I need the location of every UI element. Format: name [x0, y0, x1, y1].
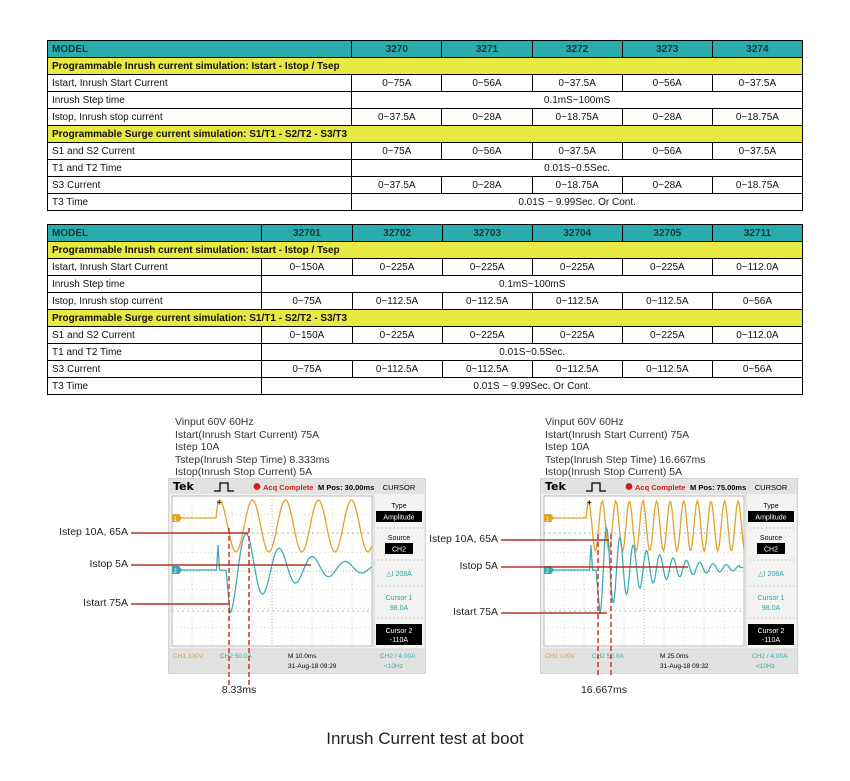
- table-cell: 0.1mS~100mS: [352, 92, 803, 109]
- m-pos-readout: M Pos: 75.00ms: [690, 483, 747, 492]
- table-cell: 0~225A: [532, 259, 622, 276]
- table-row: [48, 293, 803, 310]
- row-label: S1 and S2 Current: [48, 143, 352, 160]
- menu-title: CURSOR: [754, 483, 788, 492]
- ch1-scale-readout: CH1 100V: [545, 653, 575, 660]
- cursor-source-label: Source: [759, 535, 783, 542]
- table-section-row: [48, 242, 803, 259]
- spec-table-models-3270: [47, 40, 803, 211]
- table-cell: 0~75A: [262, 293, 352, 310]
- table-cell: 0~56A: [622, 143, 712, 160]
- table-row: [48, 327, 803, 344]
- row-label: T1 and T2 Time: [48, 344, 262, 361]
- table-header-cell: 32704: [532, 225, 622, 242]
- trigger-readout: CH2 / 4.00A: [380, 653, 416, 660]
- row-label: T3 Time: [48, 194, 352, 211]
- table-cell: 0~75A: [262, 361, 352, 378]
- row-label: S1 and S2 Current: [48, 327, 262, 344]
- table-cell: 0~28A: [442, 109, 532, 126]
- table-row: [48, 75, 803, 92]
- row-label: Inrush Step time: [48, 92, 352, 109]
- table-cell: 0.1mS~100mS: [262, 276, 803, 293]
- table-row: [48, 361, 803, 378]
- table-cell: 0~18.75A: [532, 177, 622, 194]
- table-section-row: [48, 126, 803, 143]
- table-cell: 0~225A: [622, 259, 712, 276]
- setting-line: Istep 10A: [545, 441, 590, 454]
- table-cell: 0~112.5A: [532, 293, 622, 310]
- cursor2-label: Cursor 2: [757, 628, 785, 635]
- table-row: [48, 143, 803, 160]
- table-header-cell: 3273: [622, 41, 712, 58]
- table-cell: 0~18.75A: [712, 177, 802, 194]
- setting-line: Vinput 60V 60Hz: [545, 416, 624, 428]
- delta-current-readout: △I 208A: [758, 571, 784, 578]
- table-row: [48, 259, 803, 276]
- table-cell: 0~18.75A: [532, 109, 622, 126]
- table-cell: 0~37.5A: [352, 177, 442, 194]
- table-row: [48, 344, 803, 361]
- menu-title: CURSOR: [382, 483, 416, 492]
- ch2-scale-readout: CH2 50.0A: [592, 653, 624, 660]
- cursor1-value: 98.0A: [761, 605, 781, 612]
- timebase-readout: M 25.0ms: [660, 653, 689, 660]
- table-row: [48, 378, 803, 395]
- section-title: Programmable Inrush current simulation: Istart - Istop / Tsep: [48, 242, 803, 259]
- table-header-cell: 32702: [352, 225, 442, 242]
- table-cell: 0~150A: [262, 259, 352, 276]
- tek-logo: Tek: [173, 480, 194, 493]
- setting-line: Istep 10A: [175, 441, 220, 454]
- oscilloscope-screenshot-left: [168, 478, 426, 674]
- row-label: Istop, Inrush stop current: [48, 109, 352, 126]
- table-header-cell: 3274: [712, 41, 802, 58]
- section-title: Programmable Surge current simulation: S1/T1 - S2/T2 - S3/T3: [48, 126, 803, 143]
- table-cell: 0~112.5A: [622, 293, 712, 310]
- setting-line: Istart(Inrush Start Current) 75A: [175, 428, 320, 441]
- spec-table-models-32701: [47, 224, 803, 395]
- cursor2-value: -110A: [761, 637, 781, 644]
- cursor-type-value: Amplitude: [755, 514, 787, 522]
- table-cell: 0~112.5A: [442, 293, 532, 310]
- cursor-type-label: Type: [391, 503, 407, 510]
- istop-annotation-right: Istop 5A: [459, 560, 498, 572]
- table-section-row: [48, 310, 803, 327]
- table-cell: 0.01S ~ 9.99Sec. Or Cont.: [352, 194, 803, 211]
- table-cell: 0~37.5A: [712, 143, 802, 160]
- table-header-cell: 32705: [622, 225, 712, 242]
- table-row: [48, 109, 803, 126]
- trigger-point-marker: +: [587, 498, 592, 507]
- trigger-freq-readout: <10Hz: [756, 663, 775, 670]
- table-cell: 0~225A: [532, 327, 622, 344]
- table-cell: 0~112.5A: [352, 293, 442, 310]
- acq-status-text: Acq Complete: [635, 483, 686, 492]
- ch2-scale-readout: CH2 50.0A: [220, 653, 252, 660]
- table-row: [48, 160, 803, 177]
- setting-line: Tstep(Inrush Step Time) 8.333ms: [175, 453, 330, 466]
- setting-line: Istop(Inrush Stop Current) 5A: [545, 466, 683, 479]
- table-cell: 0~225A: [352, 327, 442, 344]
- setting-line: Istart(Inrush Start Current) 75A: [545, 428, 690, 441]
- istart-annotation-left: Istart 75A: [83, 597, 128, 609]
- tek-logo: Tek: [545, 480, 566, 493]
- setting-line: Istop(Inrush Stop Current) 5A: [175, 466, 313, 479]
- tstep-time-annotation-left: 8.33ms: [221, 684, 257, 696]
- table-cell: 0~28A: [442, 177, 532, 194]
- cursor2-value: -110A: [389, 637, 409, 644]
- table-header-row: [48, 225, 803, 242]
- table-cell: 0~28A: [622, 109, 712, 126]
- table-cell: 0~150A: [262, 327, 352, 344]
- setting-line: Tstep(Inrush Step Time) 16.667ms: [545, 453, 706, 466]
- table-cell: 0~75A: [352, 75, 442, 92]
- table-cell: 0~37.5A: [532, 75, 622, 92]
- table-header-cell: 3270: [352, 41, 442, 58]
- test-settings-left: [175, 416, 425, 479]
- cursor1-label: Cursor 1: [757, 595, 785, 602]
- section-title: Programmable Inrush current simulation: Istart - Istop / Tsep: [48, 58, 803, 75]
- ch2-marker-num: 2: [545, 568, 549, 575]
- table-header-cell: 3271: [442, 41, 532, 58]
- table-header-cell: 3272: [532, 41, 622, 58]
- row-label: Istop, Inrush stop current: [48, 293, 262, 310]
- row-label: Istart, Inrush Start Current: [48, 75, 352, 92]
- table-cell: 0.01S~0.5Sec.: [352, 160, 803, 177]
- table-cell: 0~112.5A: [352, 361, 442, 378]
- table-row: [48, 177, 803, 194]
- table-cell: 0~75A: [352, 143, 442, 160]
- row-label: T1 and T2 Time: [48, 160, 352, 177]
- table-row: [48, 194, 803, 211]
- setting-line: Vinput 60V 60Hz: [175, 416, 254, 428]
- m-pos-readout: M Pos: 30.00ms: [318, 483, 375, 492]
- table-header-row: [48, 41, 803, 58]
- table-cell: 0~112.0A: [712, 259, 802, 276]
- table-header-cell: MODEL: [48, 225, 262, 242]
- table-cell: 0~225A: [352, 259, 442, 276]
- acq-status-icon: [254, 483, 261, 490]
- row-label: S3 Current: [48, 177, 352, 194]
- trigger-freq-readout: <10Hz: [384, 663, 403, 670]
- tstep-time-annotation-right: 16.667ms: [580, 684, 628, 696]
- table-cell: 0~37.5A: [712, 75, 802, 92]
- acq-status-icon: [626, 483, 633, 490]
- table-header-cell: 32711: [712, 225, 802, 242]
- cursor1-label: Cursor 1: [385, 595, 413, 602]
- cursor1-value: 98.0A: [389, 605, 409, 612]
- table-cell: 0~56A: [622, 75, 712, 92]
- table-cell: 0.01S~0.5Sec.: [262, 344, 803, 361]
- test-settings-right: [545, 416, 795, 479]
- cursor2-label: Cursor 2: [385, 628, 413, 635]
- cursor-source-value: CH2: [763, 546, 779, 554]
- row-label: Istart, Inrush Start Current: [48, 259, 262, 276]
- datetime-readout: 31-Aug-18 09:32: [660, 663, 709, 670]
- trigger-readout: CH2 / 4.00A: [752, 653, 788, 660]
- ch1-marker-num: 1: [173, 516, 177, 523]
- ch2-marker-num: 2: [173, 568, 177, 575]
- datetime-readout: 31-Aug-18 09:29: [288, 663, 337, 670]
- cursor-type-label: Type: [763, 503, 779, 510]
- acq-status-text: Acq Complete: [263, 483, 314, 492]
- ch1-marker-num: 1: [545, 516, 549, 523]
- table-row: [48, 276, 803, 293]
- table-header-cell: 32701: [262, 225, 352, 242]
- table-cell: 0~112.5A: [532, 361, 622, 378]
- table-cell: 0~112.5A: [622, 361, 712, 378]
- table-cell: 0~18.75A: [712, 109, 802, 126]
- trigger-point-marker: +: [217, 498, 222, 507]
- timebase-readout: M 10.0ms: [288, 653, 317, 660]
- table-cell: 0~112.5A: [442, 361, 532, 378]
- row-label: T3 Time: [48, 378, 262, 395]
- istep-annotation-right: Istep 10A, 65A: [429, 533, 498, 545]
- istep-annotation-left: Istep 10A, 65A: [59, 526, 128, 538]
- table-cell: 0~28A: [622, 177, 712, 194]
- table-cell: 0.01S ~ 9.99Sec. Or Cont.: [262, 378, 803, 395]
- table-cell: 0~56A: [442, 75, 532, 92]
- row-label: Inrush Step time: [48, 276, 262, 293]
- istart-annotation-right: Istart 75A: [453, 606, 498, 618]
- oscilloscope-screenshot-right: [540, 478, 798, 674]
- istop-annotation-left: Istop 5A: [89, 558, 128, 570]
- cursor-source-label: Source: [387, 535, 411, 542]
- table-header-cell: 32703: [442, 225, 532, 242]
- table-cell: 0~56A: [712, 293, 802, 310]
- figure-caption: Inrush Current test at boot: [326, 729, 524, 748]
- ch1-scale-readout: CH1 100V: [173, 653, 203, 660]
- table-section-row: [48, 58, 803, 75]
- table-cell: 0~112.0A: [712, 327, 802, 344]
- table-header-cell: MODEL: [48, 41, 352, 58]
- row-label: S3 Current: [48, 361, 262, 378]
- table-cell: 0~37.5A: [532, 143, 622, 160]
- table-cell: 0~56A: [712, 361, 802, 378]
- section-title: Programmable Surge current simulation: S1/T1 - S2/T2 - S3/T3: [48, 310, 803, 327]
- table-row: [48, 92, 803, 109]
- table-cell: 0~225A: [622, 327, 712, 344]
- table-cell: 0~56A: [442, 143, 532, 160]
- table-cell: 0~37.5A: [352, 109, 442, 126]
- table-cell: 0~225A: [442, 259, 532, 276]
- delta-current-readout: △I 208A: [386, 571, 412, 578]
- cursor-type-value: Amplitude: [383, 514, 415, 522]
- cursor-source-value: CH2: [391, 546, 407, 554]
- table-cell: 0~225A: [442, 327, 532, 344]
